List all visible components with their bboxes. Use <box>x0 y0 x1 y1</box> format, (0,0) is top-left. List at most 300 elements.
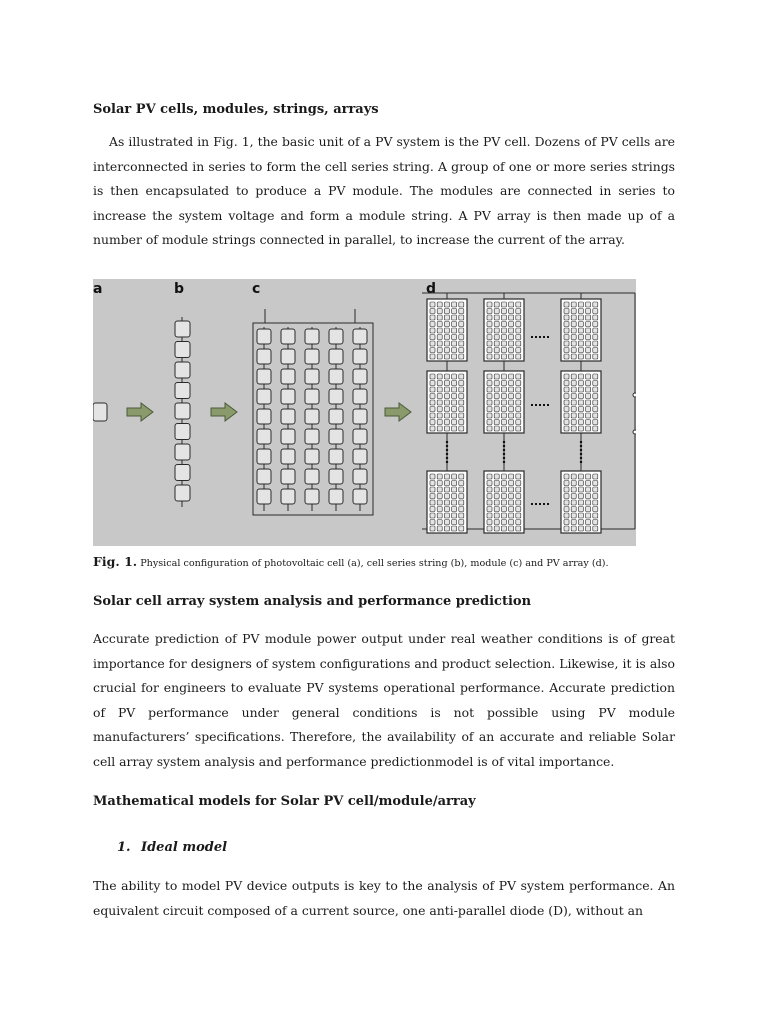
array-cell <box>494 426 499 431</box>
array-cell <box>430 315 435 320</box>
array-cell <box>564 500 569 505</box>
array-cell <box>459 374 464 379</box>
array-cell <box>501 387 506 392</box>
array-cell <box>452 426 457 431</box>
array-cell <box>459 335 464 340</box>
array-cell <box>501 315 506 320</box>
array-cell <box>593 507 598 512</box>
array-cell <box>487 400 492 405</box>
array-cell <box>459 520 464 525</box>
array-cell <box>564 400 569 405</box>
array-cell <box>444 322 449 327</box>
array-cell <box>437 500 442 505</box>
array-cell <box>593 500 598 505</box>
array-cell <box>516 400 521 405</box>
array-cell <box>494 315 499 320</box>
array-cell <box>501 328 506 333</box>
panel-label-a: a <box>93 281 103 297</box>
string-cell <box>175 485 190 501</box>
array-cell <box>444 420 449 425</box>
array-cell <box>487 315 492 320</box>
array-cell <box>564 420 569 425</box>
module-cell <box>353 329 367 344</box>
array-cell <box>578 335 583 340</box>
array-cell <box>501 487 506 492</box>
array-cell <box>430 348 435 353</box>
array-cell <box>571 526 576 531</box>
array-cell <box>564 335 569 340</box>
array-cell <box>444 481 449 486</box>
array-cell <box>459 413 464 418</box>
panel-label-d: d <box>426 281 437 297</box>
array-cell <box>487 387 492 392</box>
array-cell <box>430 474 435 479</box>
array-cell <box>494 500 499 505</box>
module-cell <box>353 469 367 484</box>
array-cell <box>578 494 583 499</box>
array-cell <box>593 315 598 320</box>
array-cell <box>444 407 449 412</box>
array-cell <box>593 400 598 405</box>
array-cell <box>452 348 457 353</box>
array-cell <box>564 507 569 512</box>
array-cell <box>494 513 499 518</box>
array-cell <box>578 387 583 392</box>
array-cell <box>487 474 492 479</box>
array-cell <box>452 420 457 425</box>
module-cell <box>281 389 295 404</box>
array-cell <box>509 420 514 425</box>
array-cell <box>564 381 569 386</box>
array-cell <box>509 507 514 512</box>
array-cell <box>437 487 442 492</box>
array-cell <box>586 420 591 425</box>
array-cell <box>571 513 576 518</box>
array-cell <box>437 328 442 333</box>
list-item-ideal-model <box>117 840 227 855</box>
array-cell <box>516 481 521 486</box>
array-cell <box>487 309 492 314</box>
array-cell <box>487 341 492 346</box>
array-cell <box>459 387 464 392</box>
array-cell <box>586 328 591 333</box>
array-cell <box>437 526 442 531</box>
array-cell <box>494 381 499 386</box>
module-cell <box>281 489 295 504</box>
array-cell <box>459 322 464 327</box>
array-cell <box>487 394 492 399</box>
panel-label-c: c <box>252 281 261 297</box>
array-cell <box>571 474 576 479</box>
module-cell <box>305 429 319 444</box>
array-cell <box>430 387 435 392</box>
array-cell <box>494 494 499 499</box>
array-cell <box>509 394 514 399</box>
array-cell <box>509 374 514 379</box>
array-cell <box>444 302 449 307</box>
array-cell <box>494 394 499 399</box>
array-cell <box>578 341 583 346</box>
array-cell <box>430 520 435 525</box>
array-cell <box>593 341 598 346</box>
array-cell <box>459 507 464 512</box>
array-cell <box>593 481 598 486</box>
module-cell <box>281 469 295 484</box>
array-cell <box>509 487 514 492</box>
array-cell <box>564 374 569 379</box>
array-cell <box>452 328 457 333</box>
array-cell <box>578 315 583 320</box>
array-cell <box>586 394 591 399</box>
array-cell <box>452 474 457 479</box>
module-cell <box>281 449 295 464</box>
array-cell <box>494 407 499 412</box>
array-cell <box>444 494 449 499</box>
array-cell <box>459 513 464 518</box>
array-cell <box>494 387 499 392</box>
string-cell <box>175 465 190 481</box>
module-cell <box>329 469 343 484</box>
array-cell <box>501 394 506 399</box>
array-cell <box>564 494 569 499</box>
array-cell <box>452 394 457 399</box>
array-cell <box>430 394 435 399</box>
array-cell <box>571 507 576 512</box>
array-cell <box>593 309 598 314</box>
array-cell <box>487 513 492 518</box>
array-cell <box>516 520 521 525</box>
array-cell <box>578 513 583 518</box>
array-cell <box>459 474 464 479</box>
array-cell <box>430 374 435 379</box>
array-cell <box>564 513 569 518</box>
array-cell <box>571 348 576 353</box>
array-cell <box>487 494 492 499</box>
section-paragraph-analysis: Accurate prediction of PV module power output under real weather conditions is of great importance for designers of system configurations and product selection. Likewise, it is also crucial for engineers to evaluate PV systems operational performance. Accurate prediction of PV performance under general conditions is not possible using PV module manufacturers’ specifications. Therefore, the availability of an accurate and reliable Solar cell array system analysis and performance predictionmodel is of vital importance. <box>93 631 675 769</box>
array-cell <box>578 487 583 492</box>
array-cell <box>571 487 576 492</box>
array-cell <box>593 426 598 431</box>
array-cell <box>430 309 435 314</box>
array-cell <box>430 381 435 386</box>
array-cell <box>459 420 464 425</box>
array-cell <box>437 520 442 525</box>
module-cell <box>305 489 319 504</box>
array-cell <box>593 413 598 418</box>
array-cell <box>593 335 598 340</box>
array-cell <box>437 354 442 359</box>
array-cell <box>564 328 569 333</box>
array-cell <box>516 507 521 512</box>
array-cell <box>487 500 492 505</box>
array-cell <box>501 420 506 425</box>
array-cell <box>509 513 514 518</box>
array-cell <box>516 348 521 353</box>
array-cell <box>571 500 576 505</box>
array-cell <box>564 413 569 418</box>
array-cell <box>430 426 435 431</box>
array-cell <box>444 400 449 405</box>
array-cell <box>430 420 435 425</box>
array-cell <box>452 520 457 525</box>
array-cell <box>430 407 435 412</box>
array-cell <box>586 354 591 359</box>
array-cell <box>444 309 449 314</box>
array-cell <box>430 400 435 405</box>
array-cell <box>444 500 449 505</box>
array-cell <box>444 374 449 379</box>
module-cell <box>353 489 367 504</box>
array-cell <box>516 341 521 346</box>
array-cell <box>593 407 598 412</box>
array-cell <box>501 354 506 359</box>
array-cell <box>578 309 583 314</box>
array-cell <box>501 526 506 531</box>
array-cell <box>452 374 457 379</box>
figure-drawing <box>93 279 636 546</box>
array-cell <box>586 426 591 431</box>
array-cell <box>501 407 506 412</box>
array-cell <box>586 309 591 314</box>
array-cell <box>459 341 464 346</box>
array-cell <box>437 309 442 314</box>
array-cell <box>487 420 492 425</box>
array-cell <box>437 420 442 425</box>
section-heading-models: Mathematical models for Solar PV cell/module/array <box>93 794 476 809</box>
array-cell <box>494 481 499 486</box>
array-cell <box>578 407 583 412</box>
array-cell <box>494 354 499 359</box>
array-cell <box>501 413 506 418</box>
module-cell <box>329 449 343 464</box>
array-cell <box>516 381 521 386</box>
caption-label: Fig. 1. <box>93 554 138 569</box>
figure-pv-configuration <box>93 279 636 546</box>
array-cell <box>494 341 499 346</box>
array-cell <box>437 426 442 431</box>
module-cell <box>329 429 343 444</box>
terminal-minus <box>633 430 636 434</box>
string-cell <box>175 342 190 358</box>
array-cell <box>487 487 492 492</box>
array-cell <box>571 413 576 418</box>
array-cell <box>509 322 514 327</box>
array-cell <box>593 394 598 399</box>
section-heading-analysis: Solar cell array system analysis and performance prediction <box>93 594 532 609</box>
string-cell <box>175 424 190 440</box>
caption-text: Physical configuration of photovoltaic cell (a), cell series string (b), module (c) and PV array (d). <box>140 558 609 569</box>
array-cell <box>509 494 514 499</box>
array-cell <box>487 426 492 431</box>
array-cell <box>571 407 576 412</box>
string-cell <box>175 362 190 378</box>
list-title: Ideal model <box>141 840 228 855</box>
array-cell <box>430 526 435 531</box>
module-cell <box>305 469 319 484</box>
array-cell <box>444 520 449 525</box>
array-cell <box>516 513 521 518</box>
array-cell <box>430 481 435 486</box>
array-cell <box>444 341 449 346</box>
array-cell <box>430 513 435 518</box>
array-cell <box>430 494 435 499</box>
module-cell <box>329 389 343 404</box>
array-cell <box>516 335 521 340</box>
array-cell <box>578 328 583 333</box>
array-cell <box>459 487 464 492</box>
array-cell <box>452 322 457 327</box>
array-cell <box>586 341 591 346</box>
module-cell <box>305 409 319 424</box>
array-cell <box>509 381 514 386</box>
array-cell <box>501 507 506 512</box>
arrow-a-to-b <box>127 403 153 421</box>
module-cell <box>281 429 295 444</box>
array-cell <box>501 520 506 525</box>
pv-cell-icon <box>93 403 107 421</box>
module-cell <box>353 429 367 444</box>
array-cell <box>578 302 583 307</box>
array-cell <box>571 315 576 320</box>
array-cell <box>516 487 521 492</box>
array-cell <box>494 487 499 492</box>
array-cell <box>444 526 449 531</box>
array-cell <box>578 374 583 379</box>
module-cell <box>281 409 295 424</box>
array-cell <box>578 400 583 405</box>
array-cell <box>578 507 583 512</box>
array-cell <box>571 426 576 431</box>
array-cell <box>578 413 583 418</box>
array-cell <box>430 487 435 492</box>
module-cell <box>305 449 319 464</box>
array-cell <box>459 348 464 353</box>
array-cell <box>459 302 464 307</box>
array-cell <box>509 481 514 486</box>
array-cell <box>459 494 464 499</box>
array-cell <box>509 387 514 392</box>
array-cell <box>571 381 576 386</box>
array-cell <box>578 426 583 431</box>
array-cell <box>487 322 492 327</box>
array-cell <box>509 407 514 412</box>
array-cell <box>444 426 449 431</box>
module-cell <box>257 469 271 484</box>
module-cell <box>353 369 367 384</box>
module-cell <box>257 449 271 464</box>
array-cell <box>459 315 464 320</box>
array-cell <box>430 341 435 346</box>
array-cell <box>430 500 435 505</box>
array-cell <box>444 507 449 512</box>
array-cell <box>487 381 492 386</box>
array-cell <box>444 413 449 418</box>
array-cell <box>494 413 499 418</box>
array-cell <box>452 494 457 499</box>
array-cell <box>593 381 598 386</box>
array-cell <box>564 474 569 479</box>
array-cell <box>578 322 583 327</box>
array-cell <box>437 507 442 512</box>
array-cell <box>444 487 449 492</box>
array-cell <box>452 315 457 320</box>
array-cell <box>571 394 576 399</box>
array-cell <box>487 348 492 353</box>
module-cell <box>305 369 319 384</box>
module-cell <box>257 349 271 364</box>
array-cell <box>571 400 576 405</box>
array-cell <box>437 322 442 327</box>
array-cell <box>564 302 569 307</box>
array-cell <box>459 328 464 333</box>
array-cell <box>564 322 569 327</box>
array-cell <box>452 500 457 505</box>
array-cell <box>452 481 457 486</box>
array-cell <box>452 387 457 392</box>
array-cell <box>459 381 464 386</box>
array-cell <box>586 507 591 512</box>
module-cell <box>329 349 343 364</box>
array-cell <box>509 526 514 531</box>
array-cell <box>593 322 598 327</box>
array-cell <box>516 413 521 418</box>
array-cell <box>430 322 435 327</box>
array-cell <box>452 354 457 359</box>
array-cell <box>459 400 464 405</box>
arrow-b-to-c <box>211 403 237 421</box>
array-cell <box>509 400 514 405</box>
array-cell <box>494 322 499 327</box>
figure-caption <box>93 554 609 569</box>
module-cell <box>329 489 343 504</box>
array-cell <box>578 420 583 425</box>
array-cell <box>501 494 506 499</box>
array-cell <box>494 302 499 307</box>
array-cell <box>516 426 521 431</box>
array-cell <box>516 322 521 327</box>
array-cell <box>578 394 583 399</box>
array-cell <box>487 520 492 525</box>
array-cell <box>437 513 442 518</box>
array-cell <box>516 407 521 412</box>
array-cell <box>571 328 576 333</box>
array-cell <box>430 335 435 340</box>
array-cell <box>564 526 569 531</box>
array-cell <box>509 413 514 418</box>
array-cell <box>593 513 598 518</box>
array-cell <box>586 381 591 386</box>
array-cell <box>437 481 442 486</box>
array-cell <box>501 400 506 405</box>
section-heading-pv-cells: Solar PV cells, modules, strings, arrays <box>93 102 379 117</box>
array-cell <box>452 407 457 412</box>
array-cell <box>444 474 449 479</box>
array-cell <box>509 426 514 431</box>
array-cell <box>501 381 506 386</box>
array-cell <box>564 394 569 399</box>
array-cell <box>501 513 506 518</box>
array-cell <box>586 474 591 479</box>
array-cell <box>509 309 514 314</box>
array-cell <box>494 348 499 353</box>
array-cell <box>578 500 583 505</box>
array-cell <box>487 413 492 418</box>
array-cell <box>444 348 449 353</box>
array-cell <box>501 322 506 327</box>
module-cell <box>257 329 271 344</box>
array-cell <box>494 309 499 314</box>
array-cell <box>444 354 449 359</box>
